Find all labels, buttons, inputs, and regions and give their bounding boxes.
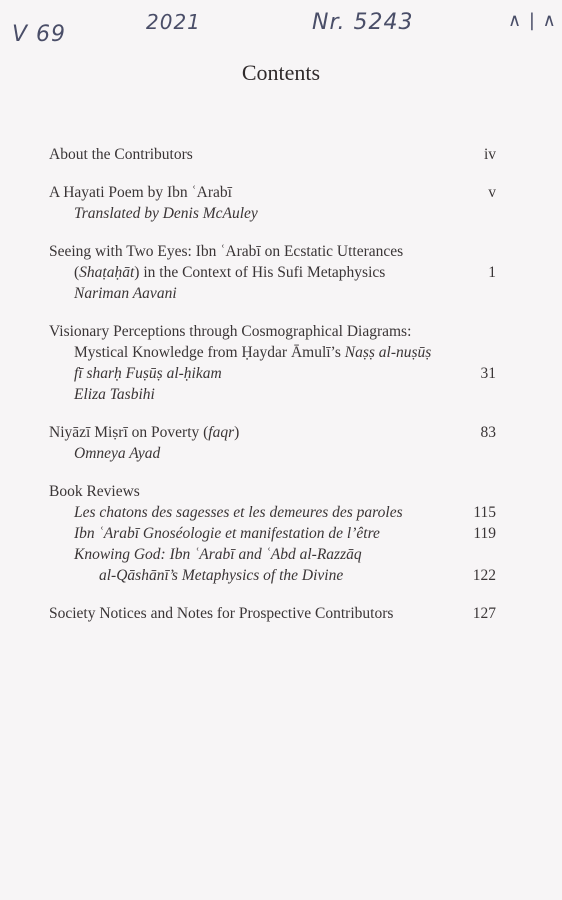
entry-title-line-1: Seeing with Two Eyes: Ibn ʿArabī on Ecstatic Utterances: [49, 243, 404, 260]
handwritten-number: Nr. 5243: [312, 10, 414, 35]
page-number: v: [488, 184, 496, 201]
entry-author: Eliza Tasbihi: [74, 386, 155, 403]
page-number: 31: [480, 365, 496, 382]
handwritten-year: 2021: [146, 10, 201, 34]
entry-title-line-2: ) in the Context of His Sufi Metaphysics: [134, 264, 386, 281]
toc-entry-niyazi: Niyāzī Miṣrī on Poverty (faqr) 83: [49, 424, 496, 441]
handwritten-shelfmark: V 69: [12, 22, 67, 47]
page-number: 115: [473, 504, 496, 521]
entry-title: Society Notices and Notes for Prospective Contributors: [49, 605, 394, 622]
toc-entry-visionary-line-3: [49, 363, 496, 384]
entry-title-italic: faqr: [208, 424, 235, 441]
toc-entry-contributors: [49, 144, 496, 165]
review-item-line-2: [49, 565, 496, 586]
review-item: [49, 523, 496, 544]
entry-title-line-2: Mystical Knowledge from Ḥaydar Āmulī’s: [74, 344, 345, 361]
review-item: [49, 544, 496, 565]
section-title: Book Reviews: [49, 483, 140, 500]
entry-title-line-1: Visionary Perceptions through Cosmographical Diagrams:: [49, 323, 412, 340]
toc-entry-two-eyes: [49, 241, 496, 262]
entry-title-line-3: fī sharḥ Fuṣūṣ al-ḥikam: [74, 365, 222, 382]
handwritten-mark: ∧ | ∧: [508, 10, 557, 31]
review-title: Ibn ʿArabī Gnoséologie et manifestation de l’être: [74, 525, 380, 542]
entry-author: Translated by Denis McAuley: [74, 205, 258, 222]
page-number: 1: [488, 264, 496, 281]
review-item: [49, 502, 496, 523]
review-title: Les chatons des sagesses et les demeures des paroles: [74, 504, 403, 521]
page-number: 127: [472, 605, 496, 622]
page-number: iv: [483, 146, 496, 163]
entry-author: Nariman Aavani: [74, 285, 177, 302]
toc-entry-visionary-line-2: [49, 342, 496, 363]
toc-entry-society-notices: [49, 603, 496, 624]
toc-entry-hayati-poem: [49, 182, 496, 203]
table-of-contents: [49, 144, 496, 624]
toc-section-book-reviews: [49, 481, 496, 502]
toc-entry-visionary: [49, 321, 496, 342]
toc-entry-two-eyes-line-2: (Shaṭaḥāt) in the Context of His Sufi Metaphysics 1: [74, 264, 496, 281]
entry-author: Omneya Ayad: [74, 445, 161, 462]
entry-title: About the Contributors: [49, 146, 193, 163]
entry-title-italic: Naṣṣ al-nuṣūṣ: [344, 344, 432, 361]
page-number: 119: [473, 525, 496, 542]
review-title-line-1: Knowing God: Ibn ʿArabī and ʿAbd al-Razzāq: [74, 546, 362, 563]
page-number: 83: [480, 424, 496, 441]
page-number: 122: [472, 567, 496, 584]
page-title: Contents: [241, 60, 321, 85]
entry-title: A Hayati Poem by Ibn ʿArabī: [49, 184, 232, 201]
review-title-line-2: al-Qāshānī’s Metaphysics of the Divine: [99, 567, 344, 584]
entry-title: Niyāzī Miṣrī on Poverty (: [49, 424, 209, 441]
entry-title-italic: Shaṭaḥāt: [79, 264, 135, 281]
